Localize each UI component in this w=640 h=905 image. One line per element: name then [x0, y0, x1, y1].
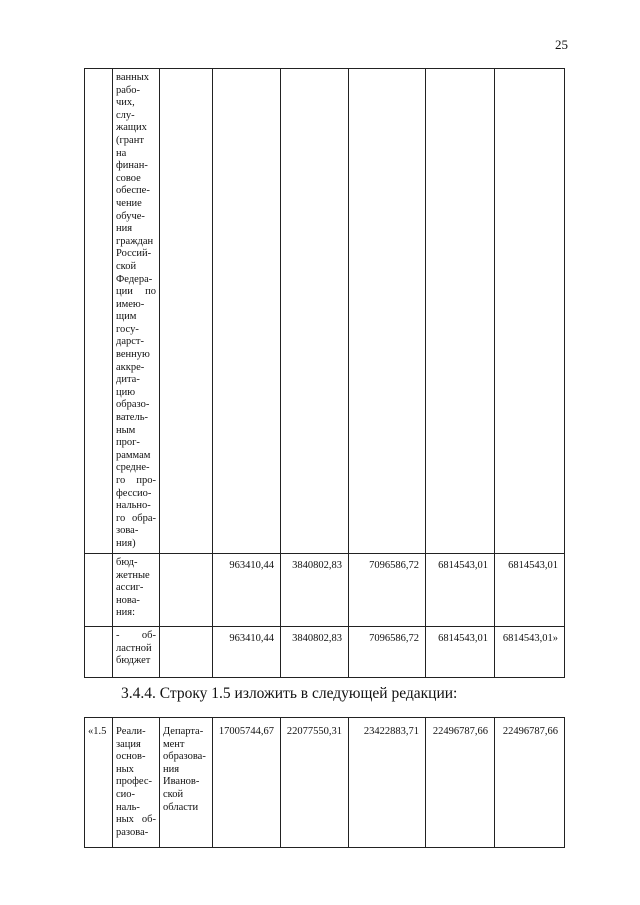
value-cell: 3840802,83	[281, 554, 349, 627]
value-cell: 963410,44	[213, 627, 281, 678]
value-cell	[213, 69, 281, 554]
value-cell: 6814543,01	[426, 627, 495, 678]
value-cell: 7096586,72	[349, 554, 426, 627]
value-cell: 22496787,66	[495, 718, 565, 848]
row-number-cell	[85, 627, 113, 678]
value-cell: 17005744,67	[213, 718, 281, 848]
section-heading: 3.4.4. Строку 1.5 изложить в следующей редакции:	[121, 685, 458, 702]
value-cell: 3840802,83	[281, 627, 349, 678]
value-cell: 22496787,66	[426, 718, 495, 848]
table-row	[85, 69, 565, 554]
value-cell: 22077550,31	[281, 718, 349, 848]
table-row	[85, 554, 565, 627]
row-number-cell	[85, 69, 113, 554]
executor-cell	[160, 627, 213, 678]
value-cell: 6814543,01»	[495, 627, 565, 678]
executor-cell	[160, 554, 213, 627]
row-name-cell: Реали- зация основ- ных профес- сио- наль- ных об- разова-	[113, 718, 160, 848]
executor-cell: Департа- мент образова- ния Иванов- ской области	[160, 718, 213, 848]
value-cell	[281, 69, 349, 554]
row-name-cell: - об- ластной бюджет	[113, 627, 160, 678]
row-number-cell: «1.5	[85, 718, 113, 848]
value-cell	[426, 69, 495, 554]
value-cell: 7096586,72	[349, 627, 426, 678]
page-number: 25	[555, 37, 568, 52]
table-row	[85, 627, 565, 678]
executor-cell	[160, 69, 213, 554]
row-number-cell	[85, 554, 113, 627]
row-name-cell: ванных рабо- чих, слу- жащих (грант на финан- совое обеспе- чение обуче- ния граждан Россий- ской Федера- ции по имею- щим госу- дарст- венную аккре- дита- цию образо- ватель- ным прог- раммам средне- го про- фессио- нально- го обра- зова- ния)	[113, 69, 160, 554]
budget-table-new	[84, 717, 565, 848]
table-row	[85, 718, 565, 848]
row-name-cell: бюд- жетные ассиг- нова- ния:	[113, 554, 160, 627]
value-cell: 963410,44	[213, 554, 281, 627]
value-cell: 23422883,71	[349, 718, 426, 848]
value-cell: 6814543,01	[495, 554, 565, 627]
value-cell	[349, 69, 426, 554]
value-cell: 6814543,01	[426, 554, 495, 627]
value-cell	[495, 69, 565, 554]
budget-table-continued	[84, 68, 565, 678]
